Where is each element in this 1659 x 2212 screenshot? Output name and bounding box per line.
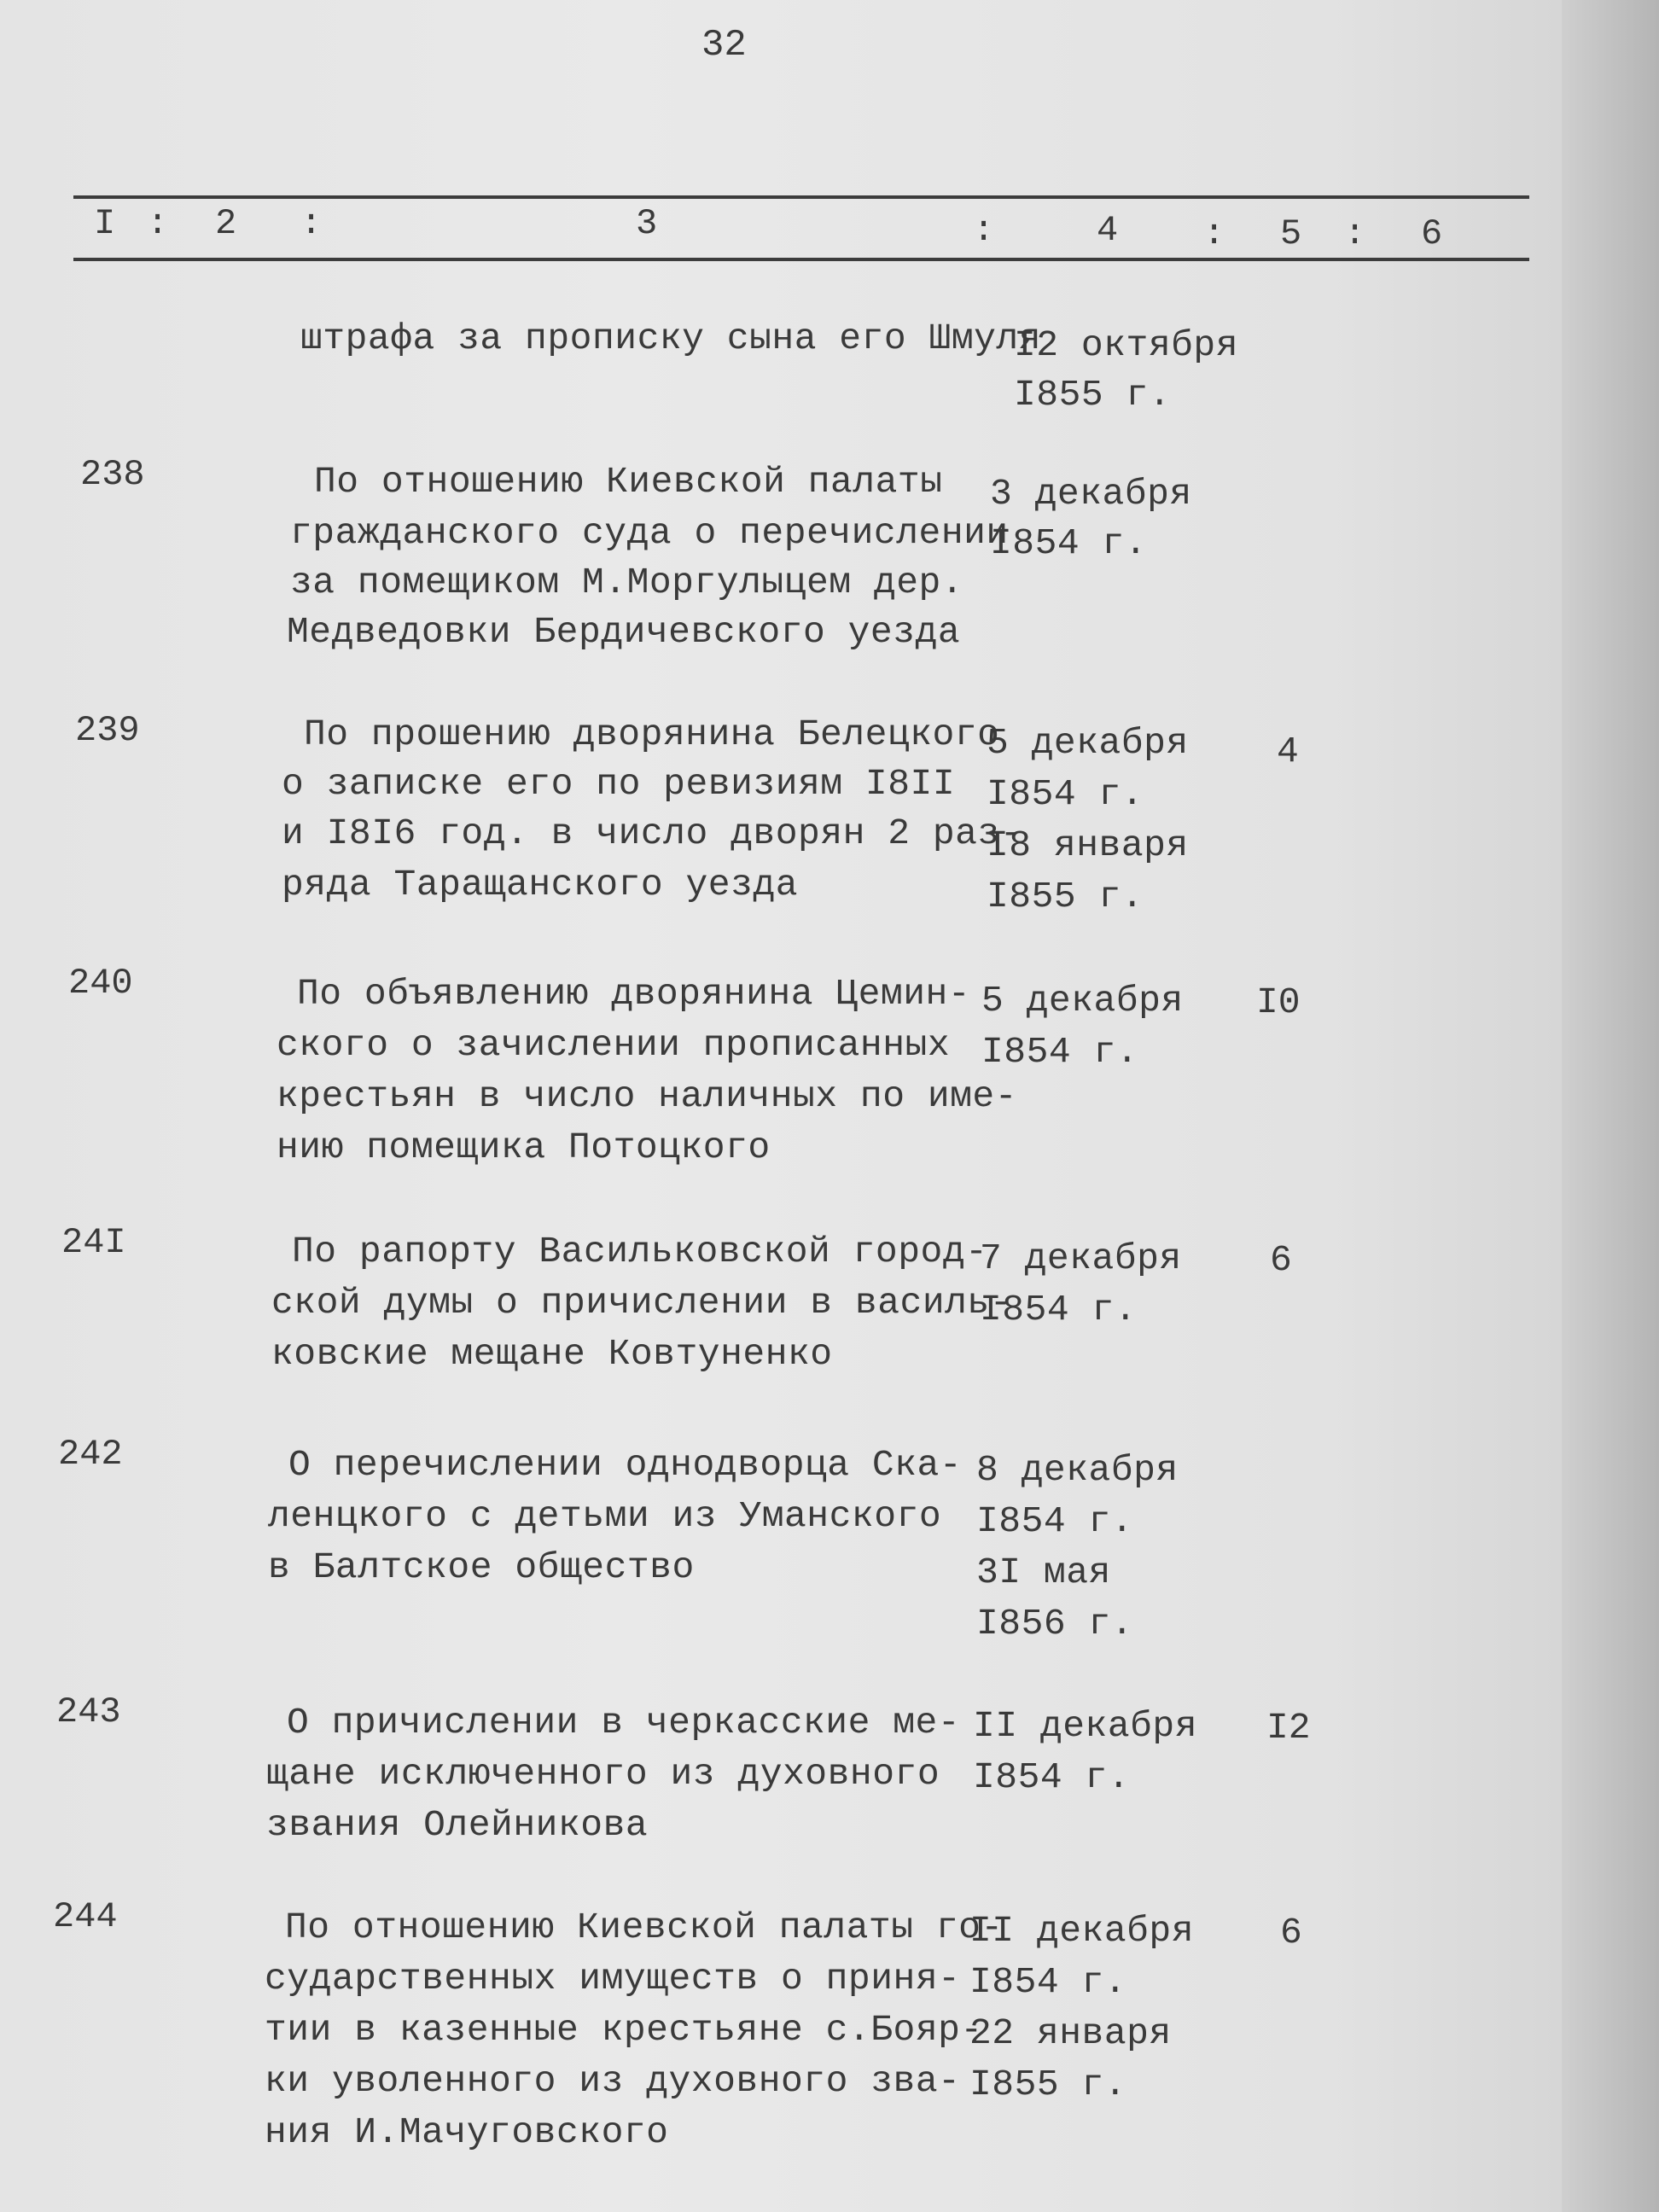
description-line: за помещиком М.Моргулыцем дер. <box>290 562 964 603</box>
date-line: I8 января <box>987 824 1189 866</box>
description-line: По объявлению дворянина Цемин- <box>297 973 971 1015</box>
description-line: ского о зачислении прописанных <box>276 1024 951 1066</box>
date-line: 5 декабря <box>981 980 1184 1022</box>
date-line: I855 г. <box>1014 374 1172 416</box>
page-edge-shadow <box>1562 0 1659 2212</box>
sheet-count: 6 <box>1270 1239 1292 1281</box>
column-separator: : <box>1203 213 1225 254</box>
description-line: щане исключенного из духовного <box>266 1753 940 1795</box>
description-line: штрафа за прописку сына его Шмуля <box>300 317 1042 359</box>
description-line: о записке его по ревизиям I8II <box>282 763 956 805</box>
entry-number: 239 <box>75 710 140 751</box>
date-line: I854 г. <box>981 1031 1139 1073</box>
description-line: и I8I6 год. в число дворян 2 раз- <box>282 812 1023 854</box>
description-line: ковские мещане Ковтуненко <box>271 1333 833 1375</box>
column-separator: : <box>1344 213 1366 254</box>
sheet-count: I2 <box>1266 1707 1311 1749</box>
column-separator: : <box>300 203 323 244</box>
entry-number: 238 <box>80 454 145 495</box>
description-line: По рапорту Васильковской город- <box>292 1231 988 1272</box>
description-line: крестьян в число наличных по име- <box>276 1075 1018 1117</box>
sheet-count: 4 <box>1277 731 1299 772</box>
description-line: сударственных имуществ о приня- <box>265 1958 961 2000</box>
date-line: I854 г. <box>973 1756 1131 1798</box>
sheet-count: I0 <box>1256 981 1301 1023</box>
sheet-count: 6 <box>1280 1912 1302 1953</box>
description-line: ленцкого с детьми из Уманского <box>268 1495 942 1537</box>
date-line: 22 января <box>969 2012 1172 2054</box>
date-line: I854 г. <box>980 1289 1138 1330</box>
description-line: О перечислении однодворца Ска- <box>288 1444 963 1486</box>
table-header-bottom-rule <box>73 258 1529 261</box>
date-line: II декабря <box>969 1910 1195 1952</box>
page-number: 32 <box>701 24 747 67</box>
date-line: I854 г. <box>976 1500 1134 1542</box>
column-header-1: I <box>94 203 116 244</box>
description-line: ской думы о причислении в василь- <box>271 1282 1013 1324</box>
date-line: II декабря <box>973 1705 1198 1747</box>
date-line: 8 декабря <box>976 1449 1179 1491</box>
date-line: I855 г. <box>987 876 1144 917</box>
description-line: ряда Таращанского уезда <box>282 864 798 905</box>
date-line: I854 г. <box>990 522 1148 564</box>
column-header-4: 4 <box>1097 210 1119 251</box>
column-header-2: 2 <box>215 203 237 244</box>
description-line: По прошению дворянина Белецкого <box>304 713 1000 755</box>
description-line: По отношению Киевской палаты <box>314 461 943 503</box>
description-line: По отношению Киевской палаты го- <box>285 1906 1004 1948</box>
description-line: звания Олейникова <box>266 1804 649 1846</box>
date-line: I855 г. <box>969 2064 1127 2105</box>
description-line: О причислении в черкасские ме- <box>287 1702 961 1743</box>
entry-number: 244 <box>53 1896 118 1937</box>
description-line: гражданского суда о перечислении <box>290 512 1009 554</box>
date-line: I854 г. <box>987 773 1144 815</box>
column-header-5: 5 <box>1280 213 1302 254</box>
column-separator: : <box>147 203 169 244</box>
entry-number: 240 <box>68 963 133 1004</box>
table-header-top-rule <box>73 195 1529 199</box>
entry-number: 243 <box>56 1691 121 1732</box>
description-line: нию помещика Потоцкого <box>276 1126 771 1168</box>
entry-number: 24I <box>61 1222 126 1263</box>
entry-number: 242 <box>58 1434 123 1475</box>
date-line: I2 октября <box>1014 324 1239 366</box>
column-header-6: 6 <box>1421 213 1443 254</box>
description-line: ки уволенного из духовного зва- <box>265 2060 961 2102</box>
column-separator: : <box>973 210 995 251</box>
date-line: 3 декабря <box>990 473 1192 515</box>
description-line: Медведовки Бердичевского уезда <box>287 611 961 653</box>
date-line: 7 декабря <box>980 1237 1182 1279</box>
date-line: I856 г. <box>976 1603 1134 1644</box>
column-header-3: 3 <box>636 203 658 244</box>
date-line: 3I мая <box>976 1551 1111 1593</box>
date-line: 5 декабря <box>987 722 1189 764</box>
date-line: I854 г. <box>969 1961 1127 2003</box>
description-line: тии в казенные крестьяне с.Бояр- <box>265 2009 983 2051</box>
description-line: в Балтское общество <box>268 1546 695 1588</box>
description-line: ния И.Мачуговского <box>265 2111 669 2153</box>
